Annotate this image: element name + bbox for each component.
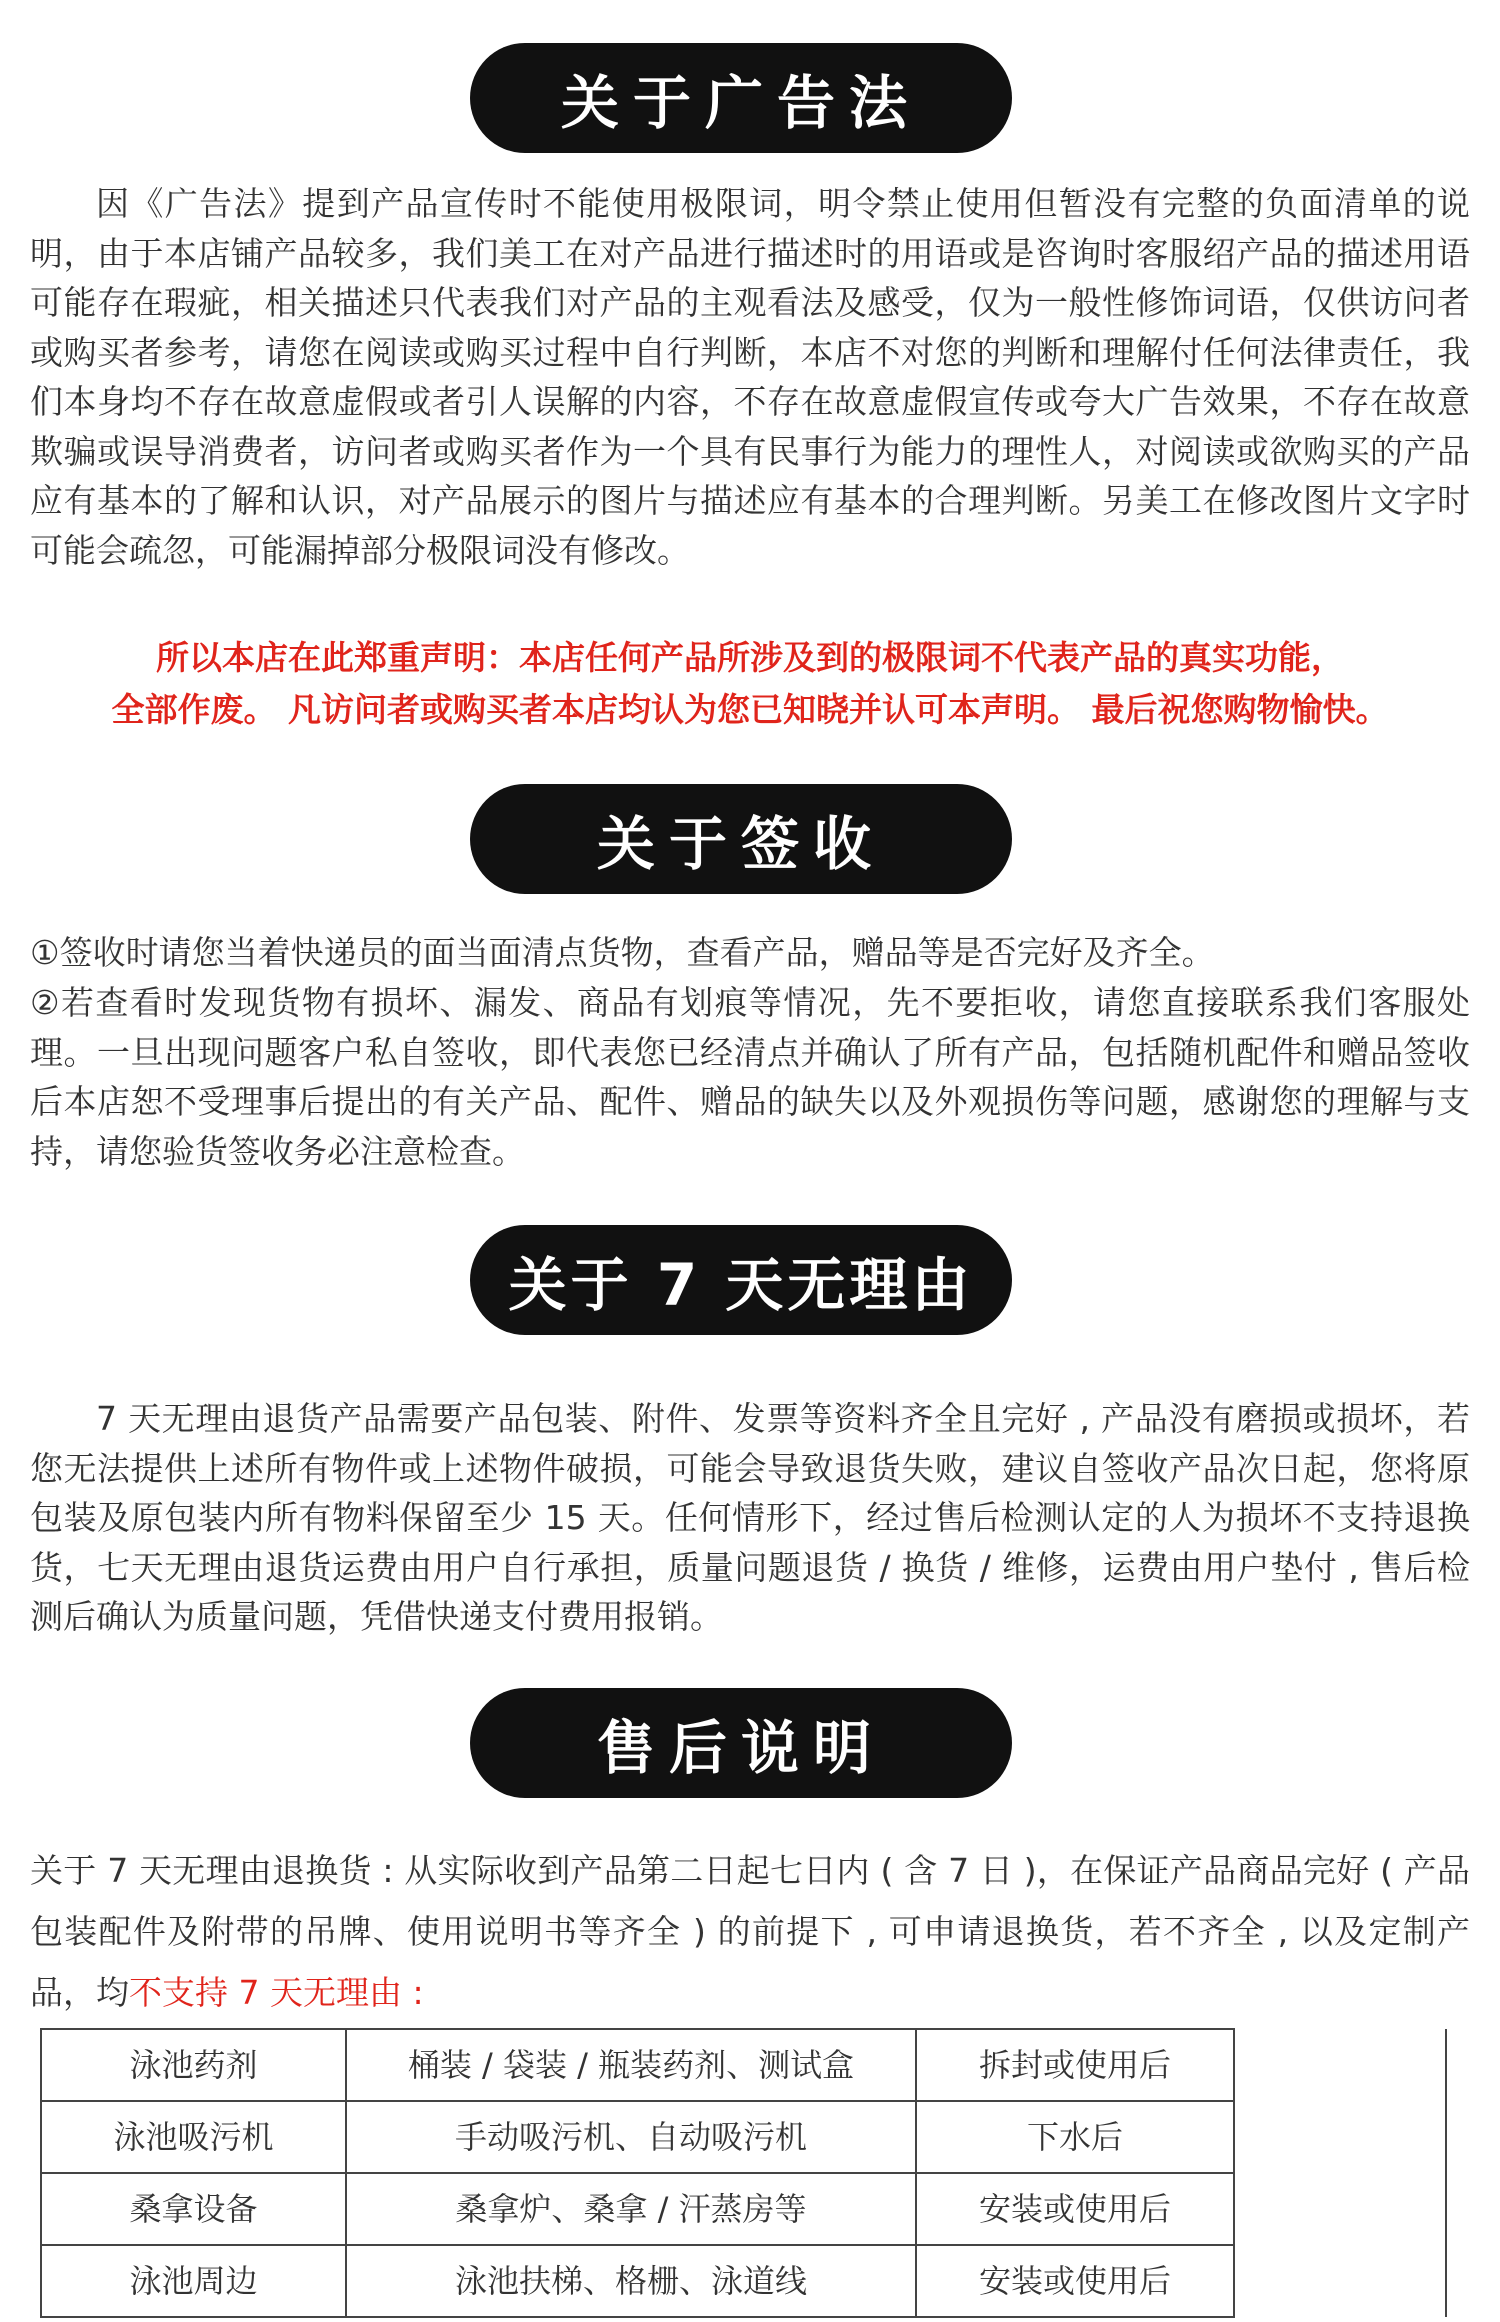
table-row [41,2173,1446,2245]
table-cell-empty [1234,2101,1446,2173]
section-title-7day: 关于 7 天无理由 [470,1225,1012,1335]
table-cell: 安装或使用后 [916,2173,1234,2245]
table-cell: 桑拿炉、桑拿 / 汗蒸房等 [346,2173,916,2245]
declaration-line-1: 所以本店在此郑重声明：本店任何产品所涉及到的极限词不代表产品的真实功能， [156,638,1344,677]
after-sales-intro-text: 关于 7 天无理由退换货 : 从实际收到产品第二日起七日内 ( 含 7 日 )，在保证产品商品完好 ( 产品包装配件及附带的吊牌、使用说明书等齐全 ) 的前提下 , 可申请退换货，若不齐全 , 以及定制产品，均 [30,1851,1470,2012]
table-cell: 桑拿设备 [41,2173,346,2245]
table-cell: 泳池药剂 [41,2029,346,2101]
table-cell-empty [1234,2029,1446,2101]
7day-paragraph: 7 天无理由退货产品需要产品包装、附件、发票等资料齐全且完好 , 产品没有磨损或损坏，若您无法提供上述所有物件或上述物件破损，可能会导致退货失败，建议自签收产品次日起，您将原包装及原包装内所有物料保留至少 15 天。任何情形下，经过售后检测认定的人为损坏不支持退换货，七天无理由退货运费由用户自行承担，质量问题退货 / 换货 / 维修，运费由用户垫付 , 售后检测后确认为质量问题，凭借快递支付费用报销。 [30,1399,1470,1636]
table-cell: 安装或使用后 [916,2245,1234,2317]
ad-law-paragraph: 因《广告法》提到产品宣传时不能使用极限词，明令禁止使用但暂没有完整的负面清单的说明，由于本店铺产品较多，我们美工在对产品进行描述时的用语或是咨询时客服绍产品的描述用语可能存在瑕疵，相关描述只代表我们对产品的主观看法及感受，仅为一般性修饰词语，仅供访问者或购买者参考，请您在阅读或购买过程中自行判断，本店不对您的判断和理解付任何法律责任，我们本身均不存在故意虚假或者引人误解的内容，不存在故意虚假宣传或夸大广告效果，不存在故意欺骗或误导消费者，访问者或购买者作为一个具有民事行为能力的理性人，对阅读或欲购买的产品应有基本的了解和认识，对产品展示的图片与描述应有基本的合理判断。另美工在修改图片文字时可能会疏忽，可能漏掉部分极限词没有修改。 [30,184,1470,570]
table-cell: 下水后 [916,2101,1234,2173]
table-cell: 泳池吸污机 [41,2101,346,2173]
ad-law-declaration [30,632,1470,736]
after-sales-intro [30,1840,1470,2023]
table-cell: 拆封或使用后 [916,2029,1234,2101]
table-row [41,2029,1446,2101]
sign-item-1: ①签收时请您当着快递员的面当面清点货物，查看产品，赠品等是否完好及齐全。 [30,933,1215,972]
table-cell: 泳池扶梯、格栅、泳道线 [346,2245,916,2317]
table-row [41,2101,1446,2173]
after-sales-table [40,2028,1447,2318]
section-title-after-sales: 售后说明 [470,1688,1012,1798]
section-title-sign: 关于签收 [470,784,1012,894]
sign-item-2: ②若查看时发现货物有损坏、漏发、商品有划痕等情况，先不要拒收，请您直接联系我们客服处理。一旦出现问题客户私自签收，即代表您已经清点并确认了所有产品，包括随机配件和赠品签收后本店恕不受理事后提出的有关产品、配件、赠品的缺失以及外观损伤等问题，感谢您的理解与支持，请您验货签收务必注意检查。 [30,983,1470,1171]
declaration-line-2: 全部作废。 凡访问者或购买者本店均认为您已知晓并认可本声明。 最后祝您购物愉快。 [111,690,1389,729]
table-cell-empty [1234,2173,1446,2245]
section-title-ad-law: 关于广告法 [470,43,1012,153]
table-cell: 桶装 / 袋装 / 瓶装药剂、测试盒 [346,2029,916,2101]
table-cell-empty [1234,2245,1446,2317]
after-sales-intro-red: 不支持 7 天无理由 : [129,1973,424,2012]
table-cell: 泳池周边 [41,2245,346,2317]
table-cell: 手动吸污机、自动吸污机 [346,2101,916,2173]
table-row [41,2245,1446,2317]
